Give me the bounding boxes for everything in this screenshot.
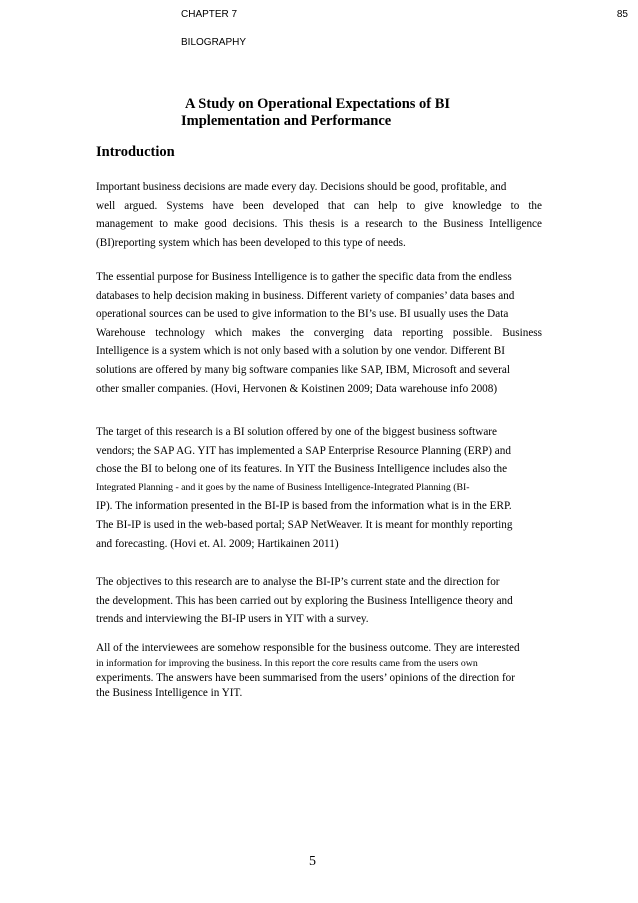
paragraph-line: experiments. The answers have been summarised from the users’ opinions of the direction for [96,672,515,684]
paragraph-line: the development. This has been carried out by exploring the Business Intelligence theory and [96,594,513,607]
paragraph-5 [96,641,542,701]
paragraph-line: vendors; the SAP AG. YIT has implemented a SAP Enterprise Resource Planning (ERP) and [96,444,511,457]
paragraph-line: The objectives to this research are to analyse the BI-IP’s current state and the direction for [96,576,500,588]
document-title [181,96,541,130]
chapter-label: CHAPTER 7 [181,9,238,20]
paragraph-2 [96,268,542,398]
paragraph-line: and forecasting. (Hovi et. Al. 2009; Hartikainen 2011) [96,537,339,550]
paragraph-line: Integrated Planning - and it goes by the name of Business Intelligence-Integrated Planning (BI- [96,481,470,493]
paragraph-line: operational sources can be used to give information to the BI’s use. BI usually uses the Data [96,308,509,321]
paragraph-line: the Business Intelligence in YIT. [96,687,243,699]
paragraph-line: chose the BI to belong one of its features. In YIT the Business Intelligence includes also the [96,463,508,476]
paragraph-line: Important business decisions are made every day. Decisions should be good, profitable, and [96,181,507,193]
paragraph-line: Intelligence is a system which is not only based with a solution by one vendor. Different BI [96,345,505,358]
paragraph-line: solutions are offered by many big software companies like SAP, IBM, Microsoft and several [96,363,510,376]
paragraph-line: in information for improving the business. In this report the core results came from the users own [96,658,478,669]
paragraph-line: management to make good decisions. This thesis is a research to the Business Intelligence [96,218,542,231]
paragraph-4 [96,573,542,629]
title-line-2: Implementation and Performance [181,113,392,129]
header-page-number: 85 [616,9,628,20]
introduction-heading: Introduction [96,144,175,160]
paragraph-line: well argued. Systems have been developed that can help to give knowledge to the [96,199,542,212]
paragraph-line: The target of this research is a BI solution offered by one of the biggest business software [96,426,497,438]
paragraph-3 [96,423,542,553]
paragraph-line: The BI-IP is used in the web-based portal; SAP NetWeaver. It is meant for monthly reporting [96,518,513,531]
paragraph-line: IP). The information presented in the BI-IP is based from the information what is in the ERP. [96,500,512,513]
paragraph-line: Warehouse technology which makes the converging data reporting possible. Business [96,326,542,339]
paragraph-line: The essential purpose for Business Intelligence is to gather the specific data from the endless [96,271,512,283]
paragraph-line: All of the interviewees are somehow responsible for the business outcome. They are interested [96,642,520,654]
paragraph-line: trends and interviewing the BI-IP users in YIT with a survey. [96,613,369,626]
title-line-1: A Study on Operational Expectations of BI [185,96,451,112]
paragraph-line: (BI)reporting system which has been developed to this type of needs. [96,236,406,249]
footer-page-number: 5 [309,854,316,869]
paragraph-line: databases to help decision making in business. Different variety of companies’ data bases and [96,289,515,302]
paragraph-1 [96,178,542,252]
paragraph-line: other smaller companies. (Hovi, Hervonen & Koistinen 2009; Data warehouse info 2008) [96,382,498,395]
section-label: BILOGRAPHY [181,37,247,48]
